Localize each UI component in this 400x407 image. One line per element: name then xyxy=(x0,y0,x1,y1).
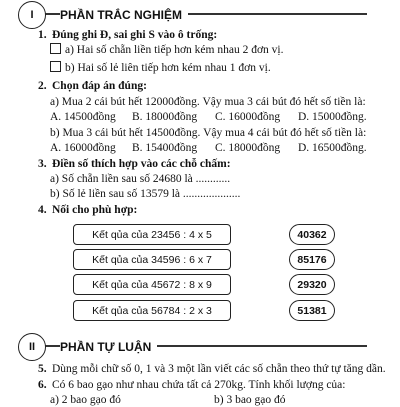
match-result-oval[interactable]: 40362 xyxy=(289,224,335,245)
question-1-prompt: 1. Đúng ghi Đ, sai ghi S vào ô trống: xyxy=(38,29,218,41)
option-c[interactable]: C. 16000đồng xyxy=(215,111,281,123)
question-6a-text: a) 2 bao gạo đó xyxy=(50,394,121,406)
section-1-header xyxy=(18,1,188,29)
option-a[interactable]: A. 16000đồng xyxy=(50,142,116,154)
question-1-option-a: a) Hai số chẵn liền tiếp hơn kém nhau 2 đơn vị. xyxy=(50,43,283,57)
question-3b-text: b) Số lẻ liền sau số 13579 là .................... xyxy=(50,188,241,200)
question-5-text: 5. Dùng mỗi chữ số 0, 1 và 3 một lần viết các số chẵn theo thứ tự tăng dần. xyxy=(38,363,386,375)
question-2b-text: b) Mua 3 cái bút hết 14500đồng. Vậy mua 4 cái bút đó hết số tiền là: xyxy=(50,127,367,139)
section-title: PHẦN TỰ LUẬN xyxy=(60,340,157,354)
match-expression-box[interactable]: Kết qủa của 56784 : 2 x 3 xyxy=(73,300,231,321)
answer-checkbox[interactable] xyxy=(50,43,61,54)
section-title: PHẦN TRẮC NGHIỆM xyxy=(60,8,188,22)
match-expression-box[interactable]: Kết qủa của 45672 : 8 x 9 xyxy=(73,274,231,295)
option-d[interactable]: D. 15000đồng. xyxy=(298,111,367,123)
section-2-header xyxy=(18,333,157,361)
question-2-prompt: 2. Chọn đáp án đúng: xyxy=(38,80,147,92)
option-c[interactable]: C. 18000đồng xyxy=(215,142,281,154)
question-3-prompt: 3. Điền số thích hợp vào các chỗ chấm: xyxy=(38,158,231,170)
question-4-prompt: 4. Nối cho phù hợp: xyxy=(38,204,138,216)
section-number-badge: II xyxy=(18,333,46,361)
match-expression-box[interactable]: Kết qủa của 23456 : 4 x 5 xyxy=(73,224,231,245)
question-6-text: 6. Có 6 bao gạo như nhau chứa tất cả 270kg. Tính khối lượng của: xyxy=(38,379,346,391)
option-b[interactable]: B. 18000đồng xyxy=(132,111,198,123)
question-2b-options xyxy=(50,141,380,155)
match-expression-box[interactable]: Kết qủa của 34596 : 6 x 7 xyxy=(73,249,231,270)
section-number-badge: I xyxy=(18,1,46,29)
answer-checkbox[interactable] xyxy=(50,61,61,72)
match-result-oval[interactable]: 51381 xyxy=(289,300,335,321)
option-d[interactable]: D. 16500đồng. xyxy=(298,142,367,154)
question-3a-text: a) Số chẵn liền sau số 24680 là ............ xyxy=(50,173,231,185)
question-2a-options xyxy=(50,110,380,124)
option-b[interactable]: B. 15400đồng xyxy=(132,142,198,154)
match-result-oval[interactable]: 29320 xyxy=(289,274,335,295)
match-result-oval[interactable]: 85176 xyxy=(289,249,335,270)
question-6b-text: b) 3 bao gạo đó xyxy=(214,394,286,406)
question-1-option-b: b) Hai số lẻ liên tiếp hơn kém nhau 1 đơn vị. xyxy=(50,61,271,75)
option-a[interactable]: A. 14500đồng xyxy=(50,111,116,123)
question-2a-text: a) Mua 2 cái bút hết 12000đồng. Vậy mua 3 cái bút đó hết số tiền là: xyxy=(50,96,366,108)
